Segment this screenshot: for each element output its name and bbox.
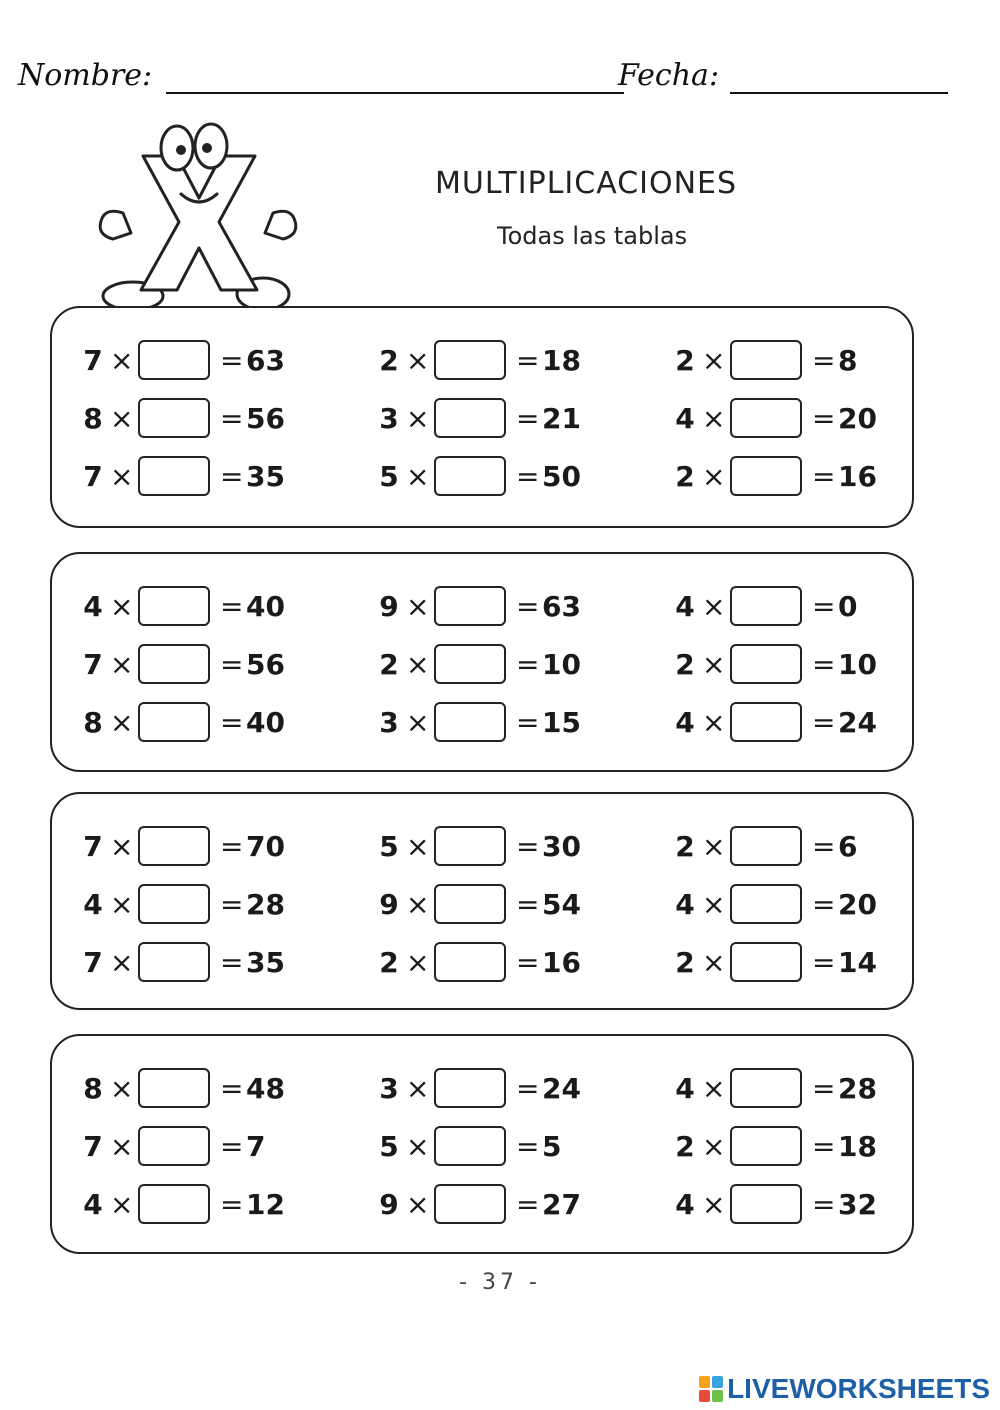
factor-value: 8 bbox=[83, 706, 103, 739]
equals-symbol: = bbox=[812, 344, 836, 377]
factor-value: 8 bbox=[83, 1072, 103, 1105]
factor-value: 2 bbox=[675, 460, 695, 493]
times-symbol: × bbox=[406, 460, 430, 493]
answer-box[interactable] bbox=[730, 826, 802, 866]
times-symbol: × bbox=[702, 402, 726, 435]
equals-symbol: = bbox=[812, 1188, 836, 1221]
equals-symbol: = bbox=[812, 888, 836, 921]
equals-symbol: = bbox=[220, 648, 244, 681]
equals-symbol: = bbox=[220, 888, 244, 921]
product-value: 56 bbox=[246, 648, 285, 681]
factor-value: 5 bbox=[379, 830, 399, 863]
times-symbol: × bbox=[702, 888, 726, 921]
answer-box[interactable] bbox=[138, 942, 210, 982]
equals-symbol: = bbox=[220, 1072, 244, 1105]
product-value: 30 bbox=[542, 830, 581, 863]
times-symbol: × bbox=[406, 1072, 430, 1105]
equals-symbol: = bbox=[812, 460, 836, 493]
factor-value: 4 bbox=[675, 1188, 695, 1221]
equals-symbol: = bbox=[220, 830, 244, 863]
factor-value: 9 bbox=[379, 1188, 399, 1221]
answer-box[interactable] bbox=[434, 942, 506, 982]
product-value: 40 bbox=[246, 706, 285, 739]
factor-value: 2 bbox=[675, 344, 695, 377]
product-value: 24 bbox=[838, 706, 877, 739]
product-value: 70 bbox=[246, 830, 285, 863]
factor-value: 4 bbox=[675, 888, 695, 921]
header-row bbox=[18, 52, 958, 102]
equals-symbol: = bbox=[516, 706, 540, 739]
worksheet-subtitle: Todas las tablas bbox=[497, 222, 688, 250]
factor-value: 9 bbox=[379, 590, 399, 623]
times-symbol: × bbox=[110, 402, 134, 435]
product-value: 16 bbox=[838, 460, 877, 493]
equals-symbol: = bbox=[516, 1188, 540, 1221]
equals-symbol: = bbox=[812, 1130, 836, 1163]
brand-text: LIVEWORKSHEETS bbox=[727, 1373, 990, 1404]
answer-box[interactable] bbox=[434, 826, 506, 866]
product-value: 56 bbox=[246, 402, 285, 435]
answer-box[interactable] bbox=[138, 1126, 210, 1166]
product-value: 20 bbox=[838, 402, 877, 435]
factor-value: 3 bbox=[379, 1072, 399, 1105]
equals-symbol: = bbox=[812, 590, 836, 623]
times-symbol: × bbox=[110, 590, 134, 623]
name-field[interactable] bbox=[166, 92, 624, 94]
liveworksheets-logo-icon bbox=[699, 1376, 723, 1402]
times-symbol: × bbox=[406, 402, 430, 435]
times-symbol: × bbox=[702, 590, 726, 623]
times-symbol: × bbox=[702, 830, 726, 863]
answer-box[interactable] bbox=[138, 826, 210, 866]
factor-value: 4 bbox=[675, 590, 695, 623]
answer-box[interactable] bbox=[730, 340, 802, 380]
answer-box[interactable] bbox=[434, 398, 506, 438]
product-value: 6 bbox=[838, 830, 858, 863]
product-value: 32 bbox=[838, 1188, 877, 1221]
answer-box[interactable] bbox=[730, 1126, 802, 1166]
factor-value: 7 bbox=[83, 830, 103, 863]
factor-value: 8 bbox=[83, 402, 103, 435]
answer-box[interactable] bbox=[138, 586, 210, 626]
factor-value: 2 bbox=[675, 648, 695, 681]
answer-box[interactable] bbox=[434, 586, 506, 626]
product-value: 18 bbox=[838, 1130, 877, 1163]
answer-box[interactable] bbox=[730, 1068, 802, 1108]
brand bbox=[699, 1374, 990, 1404]
equals-symbol: = bbox=[220, 344, 244, 377]
times-symbol: × bbox=[110, 706, 134, 739]
equals-symbol: = bbox=[220, 1188, 244, 1221]
times-symbol: × bbox=[110, 344, 134, 377]
product-value: 27 bbox=[542, 1188, 581, 1221]
equals-symbol: = bbox=[220, 460, 244, 493]
date-label: Fecha: bbox=[618, 58, 720, 93]
equals-symbol: = bbox=[516, 1130, 540, 1163]
product-value: 10 bbox=[838, 648, 877, 681]
product-value: 14 bbox=[838, 946, 877, 979]
answer-box[interactable] bbox=[730, 702, 802, 742]
equals-symbol: = bbox=[812, 402, 836, 435]
times-symbol: × bbox=[406, 344, 430, 377]
answer-box[interactable] bbox=[730, 398, 802, 438]
equals-symbol: = bbox=[516, 402, 540, 435]
equals-symbol: = bbox=[220, 946, 244, 979]
factor-value: 7 bbox=[83, 648, 103, 681]
times-symbol: × bbox=[702, 648, 726, 681]
equals-symbol: = bbox=[812, 1072, 836, 1105]
equals-symbol: = bbox=[220, 590, 244, 623]
factor-value: 4 bbox=[675, 402, 695, 435]
answer-box[interactable] bbox=[434, 1068, 506, 1108]
equals-symbol: = bbox=[516, 648, 540, 681]
times-symbol: × bbox=[406, 648, 430, 681]
factor-value: 2 bbox=[379, 946, 399, 979]
equals-symbol: = bbox=[516, 888, 540, 921]
factor-value: 2 bbox=[379, 344, 399, 377]
product-value: 24 bbox=[542, 1072, 581, 1105]
times-symbol: × bbox=[406, 1130, 430, 1163]
product-value: 7 bbox=[246, 1130, 266, 1163]
product-value: 21 bbox=[542, 402, 581, 435]
answer-box[interactable] bbox=[434, 884, 506, 924]
times-symbol: × bbox=[702, 460, 726, 493]
equals-symbol: = bbox=[516, 1072, 540, 1105]
factor-value: 5 bbox=[379, 460, 399, 493]
equals-symbol: = bbox=[516, 946, 540, 979]
answer-box[interactable] bbox=[138, 702, 210, 742]
factor-value: 2 bbox=[675, 946, 695, 979]
times-symbol: × bbox=[702, 1130, 726, 1163]
answer-box[interactable] bbox=[138, 456, 210, 496]
factor-value: 7 bbox=[83, 946, 103, 979]
equals-symbol: = bbox=[516, 344, 540, 377]
equals-symbol: = bbox=[220, 402, 244, 435]
answer-box[interactable] bbox=[138, 644, 210, 684]
factor-value: 4 bbox=[83, 888, 103, 921]
answer-box[interactable] bbox=[138, 884, 210, 924]
product-value: 15 bbox=[542, 706, 581, 739]
times-symbol: × bbox=[110, 888, 134, 921]
times-symbol: × bbox=[110, 648, 134, 681]
product-value: 40 bbox=[246, 590, 285, 623]
times-symbol: × bbox=[110, 1072, 134, 1105]
answer-box[interactable] bbox=[434, 702, 506, 742]
equals-symbol: = bbox=[812, 830, 836, 863]
times-symbol: × bbox=[702, 1072, 726, 1105]
answer-box[interactable] bbox=[730, 884, 802, 924]
product-value: 10 bbox=[542, 648, 581, 681]
equals-symbol: = bbox=[812, 648, 836, 681]
answer-box[interactable] bbox=[730, 644, 802, 684]
factor-value: 4 bbox=[83, 590, 103, 623]
factor-value: 9 bbox=[379, 888, 399, 921]
product-value: 20 bbox=[838, 888, 877, 921]
times-symbol: × bbox=[702, 344, 726, 377]
answer-box[interactable] bbox=[138, 1184, 210, 1224]
product-value: 63 bbox=[246, 344, 285, 377]
times-symbol: × bbox=[110, 946, 134, 979]
times-symbol: × bbox=[702, 706, 726, 739]
equals-symbol: = bbox=[516, 590, 540, 623]
page-number: - 37 - bbox=[459, 1270, 541, 1295]
times-symbol: × bbox=[110, 1130, 134, 1163]
product-value: 8 bbox=[838, 344, 858, 377]
times-symbol: × bbox=[702, 946, 726, 979]
product-value: 63 bbox=[542, 590, 581, 623]
factor-value: 4 bbox=[83, 1188, 103, 1221]
answer-box[interactable] bbox=[138, 340, 210, 380]
times-symbol: × bbox=[110, 830, 134, 863]
times-symbol: × bbox=[406, 1188, 430, 1221]
times-symbol: × bbox=[110, 460, 134, 493]
answer-box[interactable] bbox=[434, 1126, 506, 1166]
answer-box[interactable] bbox=[434, 456, 506, 496]
product-value: 50 bbox=[542, 460, 581, 493]
times-symbol: × bbox=[702, 1188, 726, 1221]
factor-value: 3 bbox=[379, 402, 399, 435]
equals-symbol: = bbox=[812, 946, 836, 979]
product-value: 35 bbox=[246, 946, 285, 979]
product-value: 12 bbox=[246, 1188, 285, 1221]
equals-symbol: = bbox=[220, 706, 244, 739]
product-value: 54 bbox=[542, 888, 581, 921]
times-symbol: × bbox=[110, 1188, 134, 1221]
equals-symbol: = bbox=[516, 830, 540, 863]
times-symbol: × bbox=[406, 706, 430, 739]
times-symbol: × bbox=[406, 888, 430, 921]
product-value: 28 bbox=[838, 1072, 877, 1105]
factor-value: 7 bbox=[83, 460, 103, 493]
date-field[interactable] bbox=[730, 92, 948, 94]
equals-symbol: = bbox=[516, 460, 540, 493]
factor-value: 2 bbox=[379, 648, 399, 681]
equals-symbol: = bbox=[812, 706, 836, 739]
answer-box[interactable] bbox=[138, 398, 210, 438]
factor-value: 7 bbox=[83, 1130, 103, 1163]
equals-symbol: = bbox=[220, 1130, 244, 1163]
times-symbol: × bbox=[406, 830, 430, 863]
factor-value: 3 bbox=[379, 706, 399, 739]
answer-box[interactable] bbox=[434, 1184, 506, 1224]
worksheet-title: MULTIPLICACIONES bbox=[435, 166, 738, 201]
answer-box[interactable] bbox=[730, 456, 802, 496]
product-value: 18 bbox=[542, 344, 581, 377]
product-value: 48 bbox=[246, 1072, 285, 1105]
product-value: 35 bbox=[246, 460, 285, 493]
answer-box[interactable] bbox=[138, 1068, 210, 1108]
multiplication-mascot-icon bbox=[95, 118, 305, 318]
answer-box[interactable] bbox=[434, 644, 506, 684]
product-value: 5 bbox=[542, 1130, 562, 1163]
answer-box[interactable] bbox=[434, 340, 506, 380]
factor-value: 4 bbox=[675, 706, 695, 739]
times-symbol: × bbox=[406, 946, 430, 979]
factor-value: 7 bbox=[83, 344, 103, 377]
factor-value: 5 bbox=[379, 1130, 399, 1163]
times-symbol: × bbox=[406, 590, 430, 623]
product-value: 16 bbox=[542, 946, 581, 979]
factor-value: 2 bbox=[675, 1130, 695, 1163]
factor-value: 4 bbox=[675, 1072, 695, 1105]
factor-value: 2 bbox=[675, 830, 695, 863]
name-label: Nombre: bbox=[18, 58, 153, 93]
answer-box[interactable] bbox=[730, 942, 802, 982]
answer-box[interactable] bbox=[730, 1184, 802, 1224]
answer-box[interactable] bbox=[730, 586, 802, 626]
product-value: 28 bbox=[246, 888, 285, 921]
product-value: 0 bbox=[838, 590, 858, 623]
